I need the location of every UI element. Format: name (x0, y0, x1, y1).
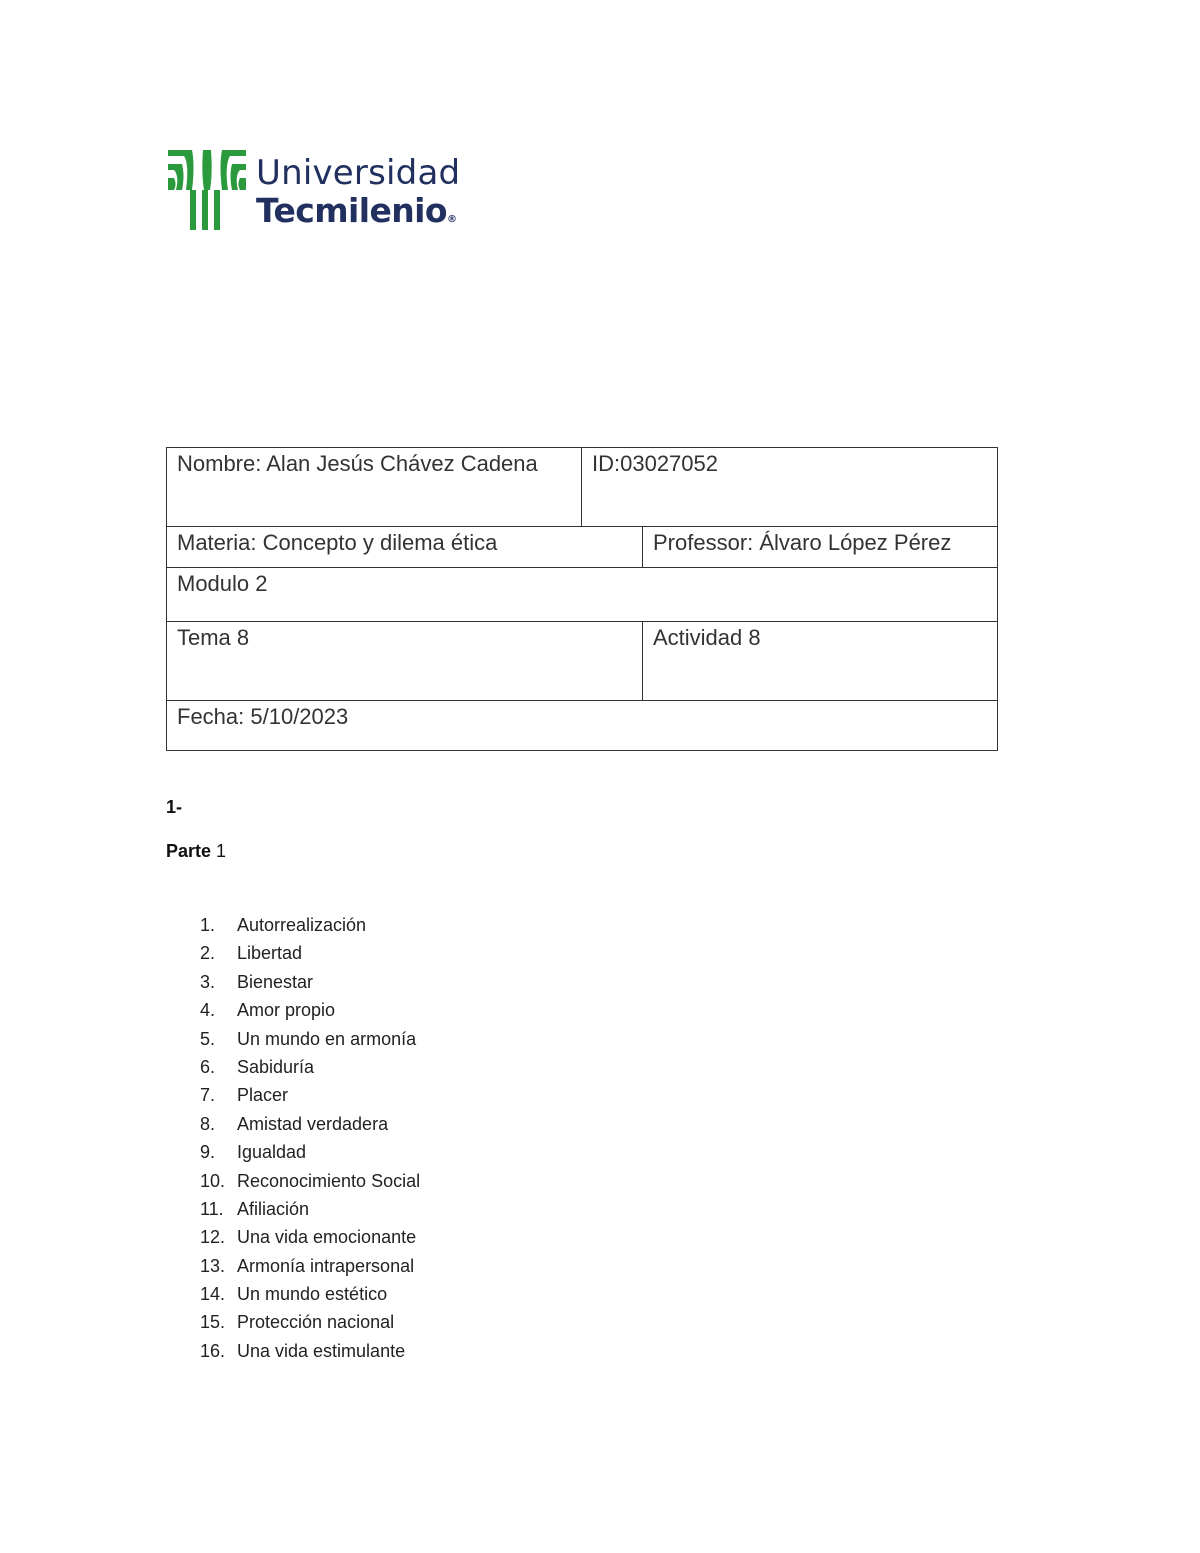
list-item-text: Amistad verdadera (237, 1113, 389, 1134)
list-item-number: 7. (200, 1085, 216, 1106)
list-item (200, 939, 420, 967)
list-item-number: 16. (200, 1340, 226, 1361)
list-item-text: Autorrealización (237, 915, 367, 935)
list-item-text: Libertad (237, 943, 303, 964)
info-row-tema (166, 622, 998, 701)
list-item (200, 911, 420, 939)
university-logo (166, 146, 476, 236)
id-cell: ID:03027052 (581, 448, 997, 526)
info-row-fecha (166, 701, 998, 751)
list-item-text: Armonía intrapersonal (237, 1255, 415, 1276)
list-item-text: Placer (237, 1085, 289, 1106)
modulo-cell: Modulo 2 (177, 571, 268, 596)
logo-wordmark (256, 154, 460, 239)
list-item (200, 1138, 420, 1166)
list-item-text: Afiliación (237, 1198, 310, 1219)
list-item-text: Una vida estimulante (237, 1340, 406, 1361)
list-item (200, 1081, 420, 1109)
logo-line-tecmilenio-text: Tecmilenio (256, 191, 447, 230)
list-item-text: Reconocimiento Social (237, 1170, 421, 1191)
info-row-nombre (166, 447, 998, 527)
list-item-text: Un mundo en armonía (237, 1028, 417, 1049)
list-item (200, 1280, 420, 1308)
tecmilenio-logo-icon (166, 146, 248, 232)
list-item-text: Una vida emocionante (237, 1227, 417, 1248)
list-item-text: Sabiduría (237, 1056, 315, 1077)
list-item-text: Igualdad (237, 1142, 307, 1163)
list-item-number: 11. (200, 1198, 224, 1219)
registered-mark-icon: ® (446, 214, 457, 225)
list-item-number: 10. (200, 1170, 226, 1191)
fecha-cell: Fecha: 5/10/2023 (177, 704, 349, 729)
list-item (200, 1252, 420, 1280)
list-item-number: 2. (200, 943, 216, 964)
list-item-number: 14. (200, 1284, 226, 1305)
list-item-number: 13. (200, 1255, 226, 1276)
list-item (200, 1110, 420, 1138)
profesor-cell: Professor: Álvaro López Pérez (642, 527, 997, 567)
list-item-text: Protección nacional (237, 1312, 395, 1333)
list-item (200, 1223, 420, 1251)
list-item (200, 1053, 420, 1081)
list-item (200, 1167, 420, 1195)
list-item-number: 8. (200, 1113, 216, 1134)
list-item (200, 1025, 420, 1053)
student-info-table (166, 447, 998, 751)
part-label: Parte (166, 841, 212, 861)
list-item-number: 15. (200, 1312, 226, 1333)
list-item-number: 9. (200, 1142, 216, 1163)
actividad-cell: Actividad 8 (642, 622, 997, 700)
list-item-text: Amor propio (237, 1000, 336, 1021)
list-item (200, 1337, 420, 1365)
list-item-number: 3. (200, 971, 216, 992)
logo-line-universidad: Universidad (256, 153, 461, 193)
list-item-text: Bienestar (237, 971, 314, 992)
logo-line-tecmilenio (256, 192, 460, 239)
info-row-materia (166, 527, 998, 568)
list-item-number: 12. (200, 1227, 226, 1248)
list-item-text: Un mundo estético (237, 1284, 388, 1305)
list-item-number: 6. (200, 1056, 216, 1077)
part-heading (166, 841, 226, 862)
materia-cell: Materia: Concepto y dilema ética (177, 530, 498, 555)
section-number: 1- (166, 797, 183, 817)
list-item-number: 1. (200, 915, 216, 935)
list-item (200, 996, 420, 1024)
list-item (200, 968, 420, 996)
info-row-modulo (166, 568, 998, 622)
list-item-number: 5. (200, 1028, 216, 1049)
list-item (200, 1308, 420, 1336)
list-item (200, 1195, 420, 1223)
tema-cell: Tema 8 (177, 625, 250, 650)
values-list (200, 911, 420, 1365)
nombre-cell: Nombre: Alan Jesús Chávez Cadena (177, 451, 538, 476)
part-number: 1 (211, 841, 227, 861)
list-item-number: 4. (200, 1000, 216, 1021)
